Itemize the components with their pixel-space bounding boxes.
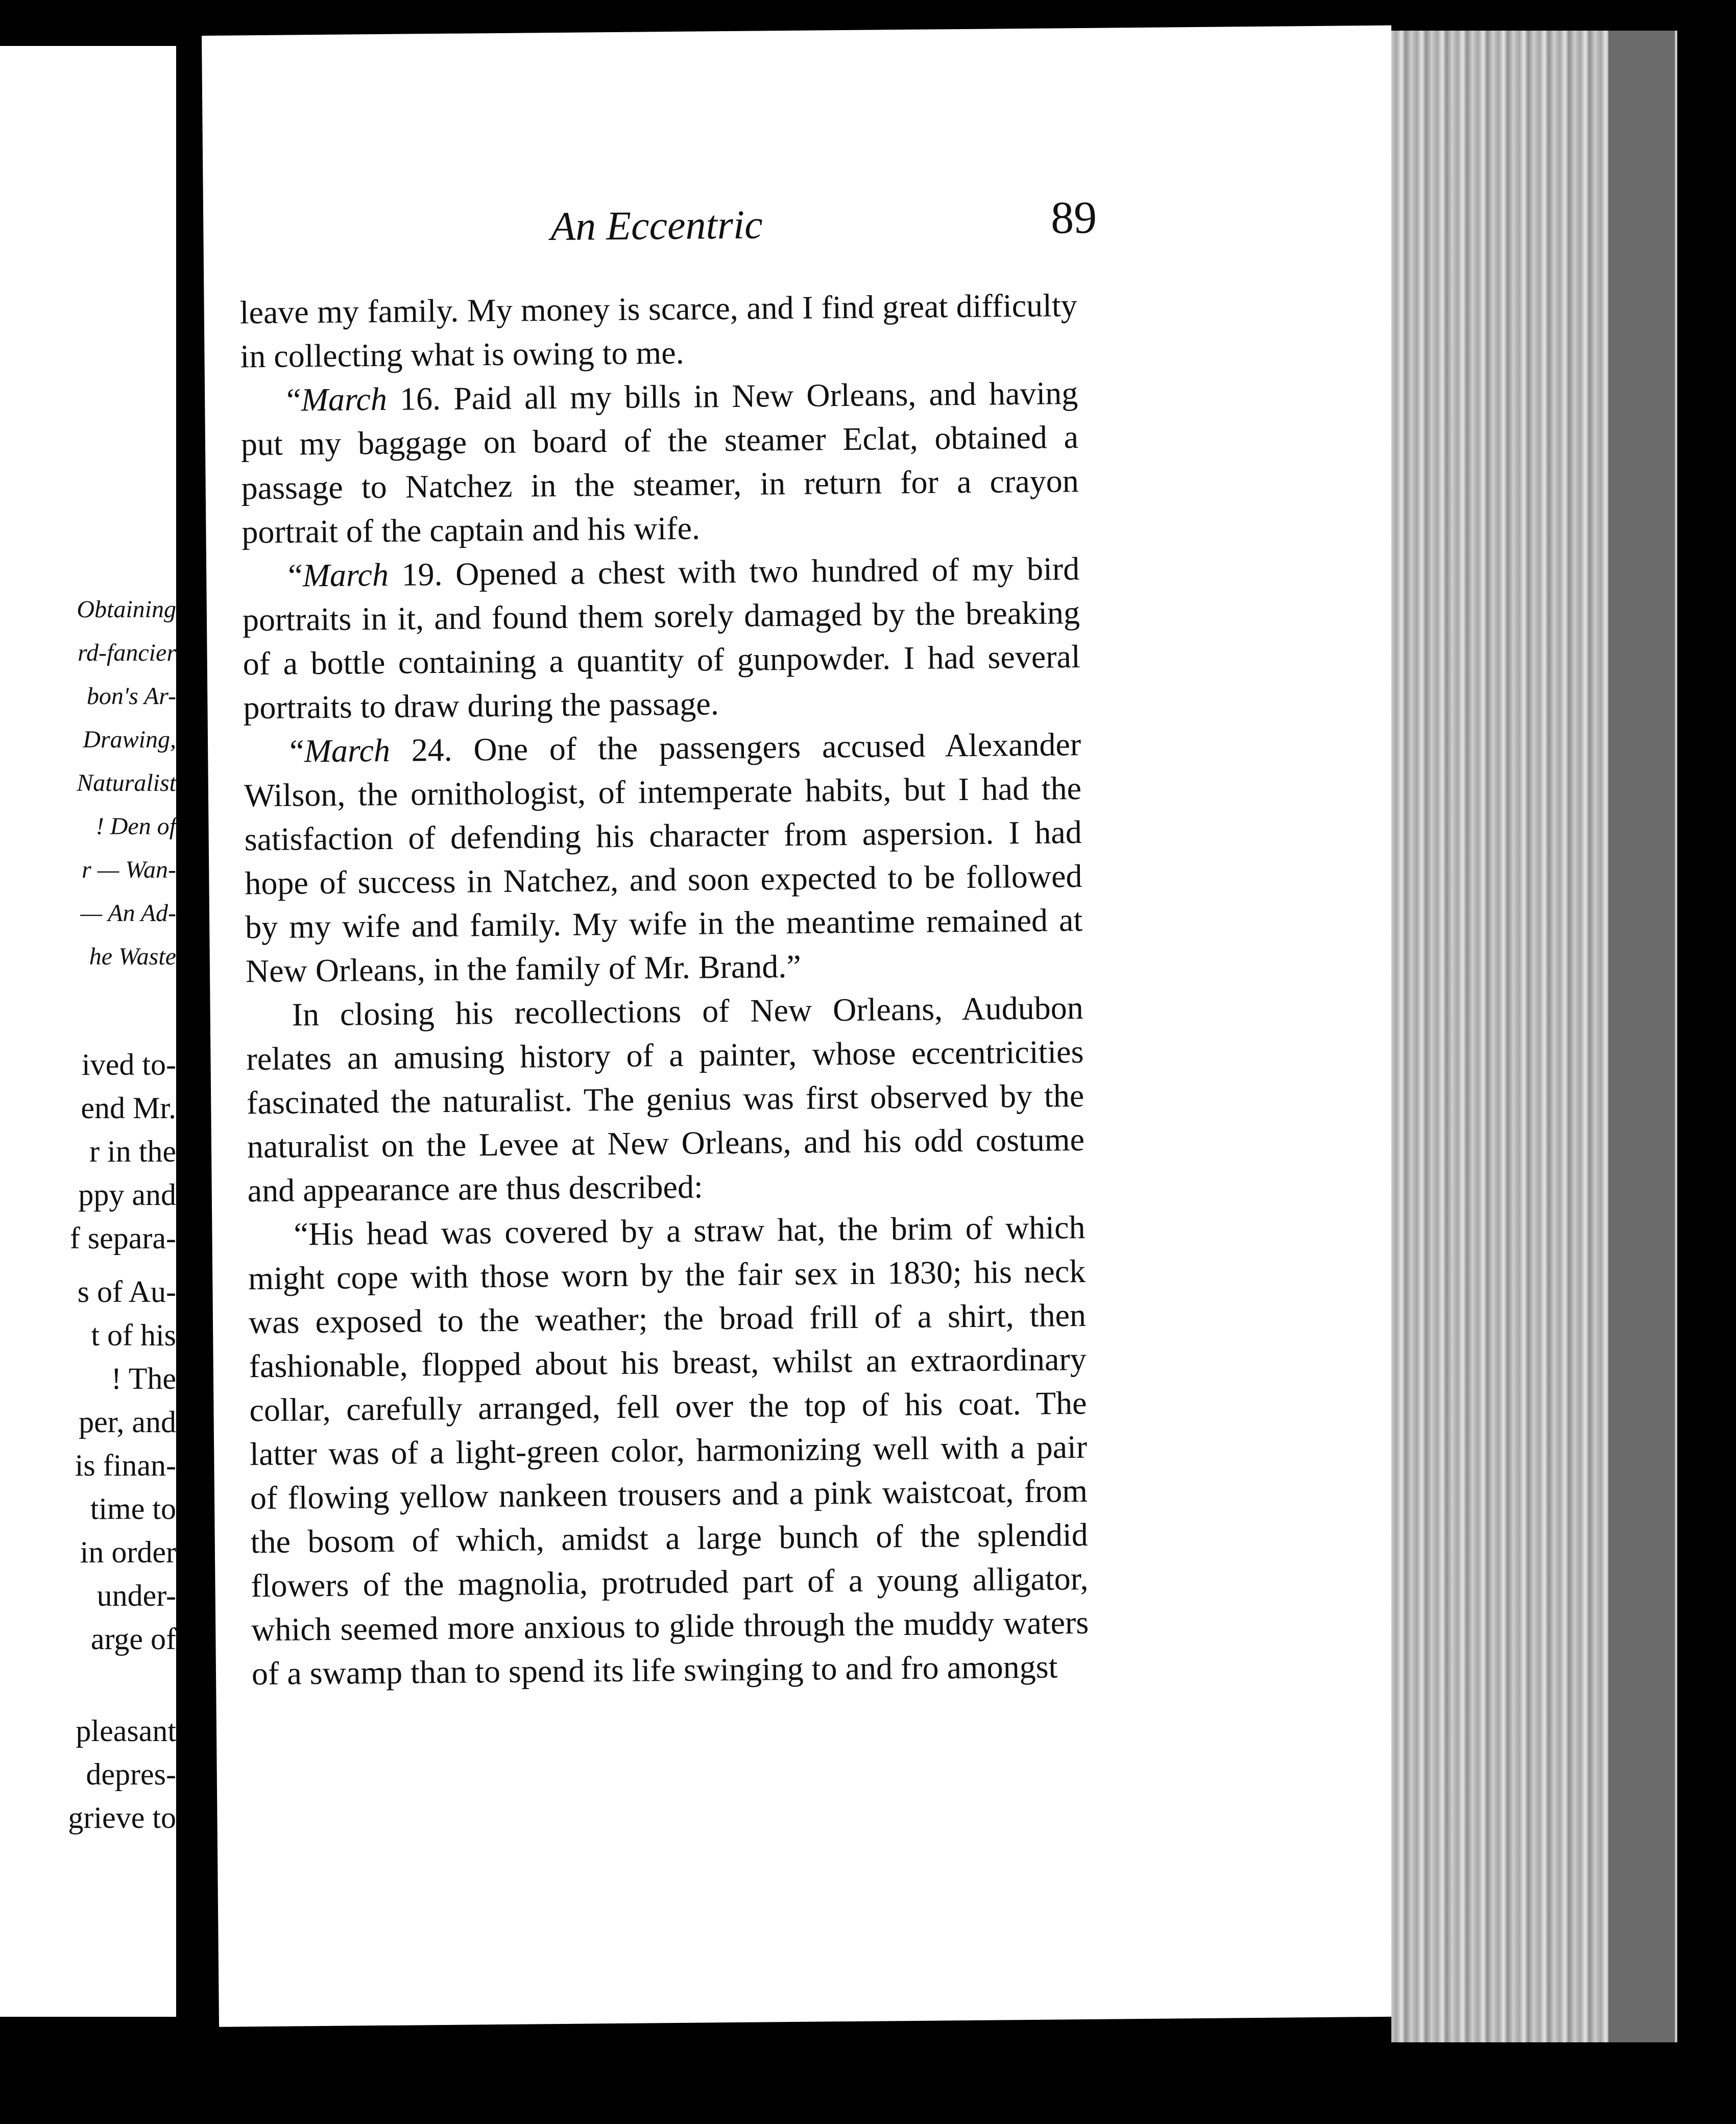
left-page-line: pleasant [76, 1714, 176, 1748]
left-page-line: in order [80, 1535, 176, 1569]
left-page [0, 46, 176, 2017]
side-note-line: Naturalist [77, 769, 176, 796]
side-note-line: r — Wan- [82, 856, 176, 883]
paragraph [244, 722, 1083, 993]
side-note-line: bon's Ar- [86, 683, 176, 710]
diary-date: March [301, 380, 388, 418]
left-page-line: under- [97, 1579, 176, 1612]
paragraph-text: 16. Paid all my bills in New Orleans, and having put my baggage on board of the steamer Eclat, obtained a passage to Natchez in the steamer, in return for a crayon portrait of the captain and his wife. [240, 375, 1079, 550]
body-text [239, 283, 1089, 1696]
left-page-line: is finan- [75, 1449, 176, 1482]
left-page-line: grieve to [68, 1801, 176, 1835]
book-edge-shadow [1608, 31, 1675, 2042]
side-note-line: Drawing, [83, 726, 176, 753]
side-note-line: ! Den of [95, 813, 176, 840]
open-quote: “ [286, 381, 301, 418]
left-page-line: f separa- [69, 1221, 176, 1255]
paragraph [240, 371, 1079, 554]
book-page [202, 26, 1409, 2027]
paragraph: In closing his recollections of New Orleans, Audubon relates an amusing history of a painter, whose eccentricities fascinated the naturalist. The genius was first observed by the naturalist on the Levee at New Orleans, and his odd costume and appearance are thus described: [246, 989, 1085, 1209]
running-head: An Eccentric [550, 202, 763, 250]
left-page-line: r in the [89, 1135, 176, 1168]
side-note-line: he Waste [89, 943, 176, 970]
open-quote: “ [289, 733, 304, 769]
left-page-line: time to [90, 1492, 176, 1526]
left-page-line: t of his [91, 1318, 176, 1352]
side-note-line: — An Ad- [80, 900, 176, 927]
paragraph: “His head was covered by a straw hat, the brim of which might cope with those worn by the fair sex in 1830; his neck was exposed to the weather; the broad frill of a shirt, then fashionable, flopped about his breast, whilst an extraordinary collar, carefully arranged, fell over the top of his coat. The latter was of a light-green color, harmonizing well with a pair of flowing yellow nankeen trousers and a pink waistcoat, from the bosom of which, amidst a large bunch of the splendid flowers of the magnolia, protruded part of a young alligator, which seemed more anxious to glide through the muddy waters of a swamp than to spend its life swinging to and fro amongst [248, 1209, 1089, 1692]
left-page-line: s of Au- [77, 1275, 176, 1309]
side-note-line: rd-fancier [78, 639, 176, 666]
diary-date: March [304, 732, 391, 769]
left-page-line: depres- [86, 1757, 176, 1791]
left-page-line: ! The [111, 1362, 176, 1395]
page-number: 89 [1050, 192, 1097, 244]
paragraph: leave my family. My money is scarce, and I find great difficulty in collecting what is owing to me. [239, 287, 1077, 375]
left-page-line: end Mr. [81, 1091, 176, 1125]
paragraph [242, 547, 1081, 730]
left-page-line: ppy and [78, 1178, 176, 1212]
side-note-line: Obtaining [77, 596, 176, 623]
diary-date: March [302, 556, 389, 594]
left-page-line: arge of [90, 1622, 176, 1656]
paragraph-text: 19. Opened a chest with two hundred of my bird portraits in it, and found them sorely damaged by the breaking of a bottle containing a quantity of gunpowder. I had several portraits to draw during the passage. [242, 550, 1080, 726]
paragraph-text: 24. One of the passengers accused Alexander Wilson, the ornithologist, of intemperate habits, but I had the satisfaction of defending his character from aspersion. I had hope of success in Natchez, and soon expected to be followed by my wife and family. My wife in the meantime remained at New Orleans, in the family of Mr. Brand.” [244, 726, 1083, 989]
left-page-line: per, and [79, 1405, 176, 1439]
open-quote: “ [287, 557, 303, 594]
left-page-line: ived to- [82, 1048, 176, 1081]
